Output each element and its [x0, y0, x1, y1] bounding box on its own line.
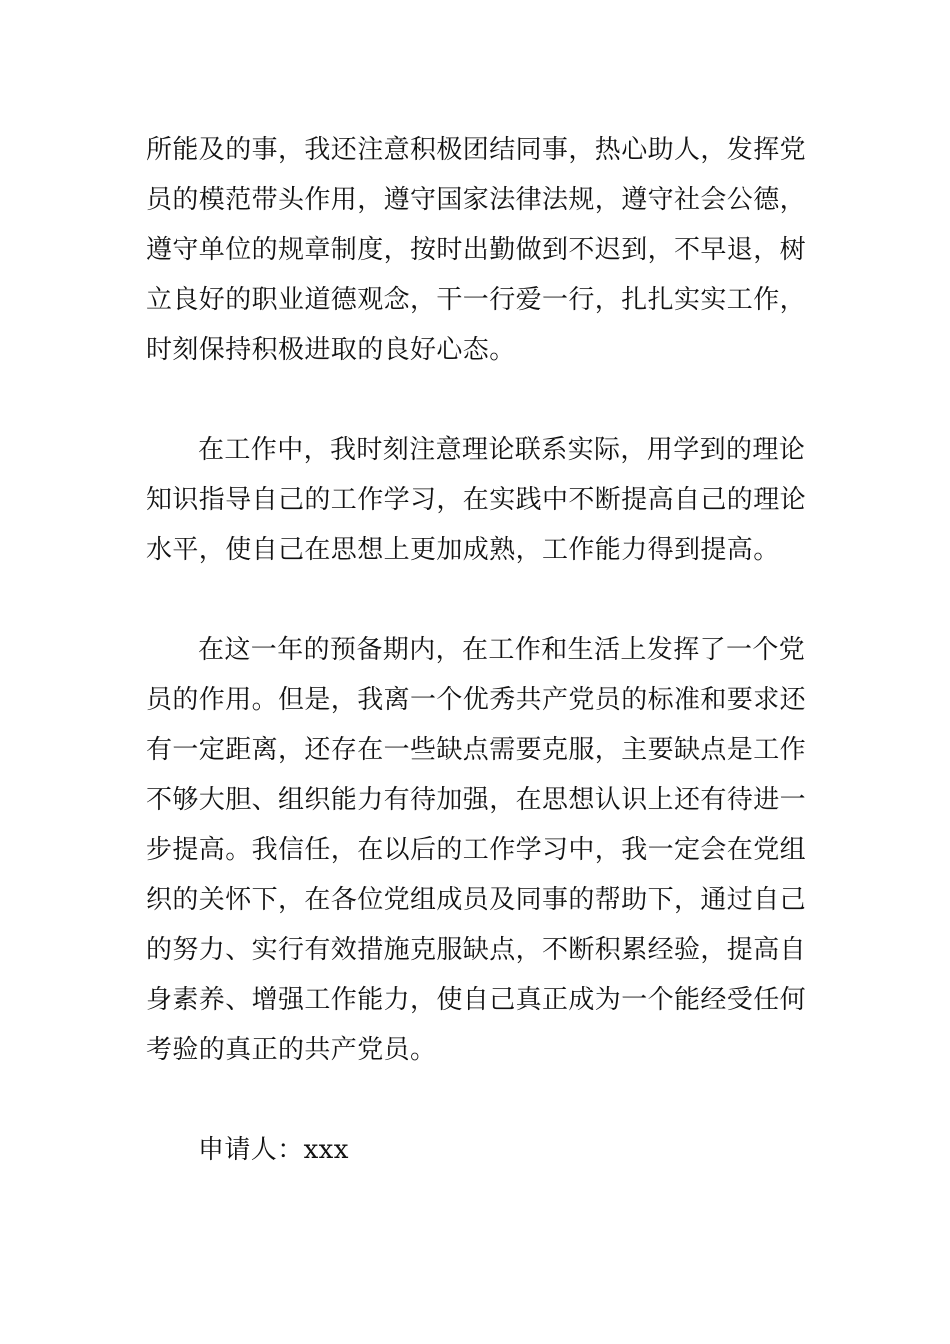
- document-body: [146, 125, 806, 1175]
- paragraph-line: 遵守单位的规章制度，按时出勤做到不迟到，不早退，树: [146, 235, 807, 265]
- paragraph-line: 员的模范带头作用，遵守国家法律法规，遵守社会公德，: [146, 185, 807, 215]
- paragraph-line: 的努力、实行有效措施克服缺点，不断积累经验，提高自: [146, 935, 807, 965]
- paragraph-3: [146, 625, 806, 1075]
- paragraph-line: 知识指导自己的工作学习，在实践中不断提高自己的理论: [146, 485, 807, 515]
- paragraph-line: 立良好的职业道德观念，干一行爱一行，扎扎实实工作，: [146, 285, 807, 315]
- paragraph-line: 有一定距离，还存在一些缺点需要克服，主要缺点是工作: [146, 735, 807, 765]
- paragraph-line: 考验的真正的共产党员。: [146, 1035, 437, 1065]
- paragraph-line: 不够大胆、组织能力有待加强，在思想认识上还有待进一: [146, 785, 807, 815]
- paragraph-line: 步提高。我信任，在以后的工作学习中，我一定会在党组: [146, 835, 807, 865]
- paragraph-line: 在这一年的预备期内，在工作和生活上发挥了一个党: [198, 635, 806, 665]
- paragraph-line: 时刻保持积极进取的良好心态。: [146, 335, 516, 365]
- paragraph-gap: [146, 575, 806, 625]
- paragraph-gap: [146, 1075, 806, 1125]
- paragraph-line: 织的关怀下，在各位党组成员及同事的帮助下，通过自己: [146, 885, 807, 915]
- paragraph-1: [146, 125, 806, 375]
- paragraph-line: 在工作中，我时刻注意理论联系实际，用学到的理论: [198, 435, 806, 465]
- paragraph-line: 身素养、增强工作能力，使自己真正成为一个能经受任何: [146, 985, 807, 1015]
- paragraph-line: 所能及的事，我还注意积极团结同事，热心助人，发挥党: [146, 135, 807, 165]
- signature-line: 申请人：xxx: [198, 1135, 349, 1165]
- paragraph-line: 水平，使自己在思想上更加成熟，工作能力得到提高。: [146, 535, 780, 565]
- paragraph-line: 员的作用。但是，我离一个优秀共产党员的标准和要求还: [146, 685, 807, 715]
- paragraph-gap: [146, 375, 806, 425]
- paragraph-2: [146, 425, 806, 575]
